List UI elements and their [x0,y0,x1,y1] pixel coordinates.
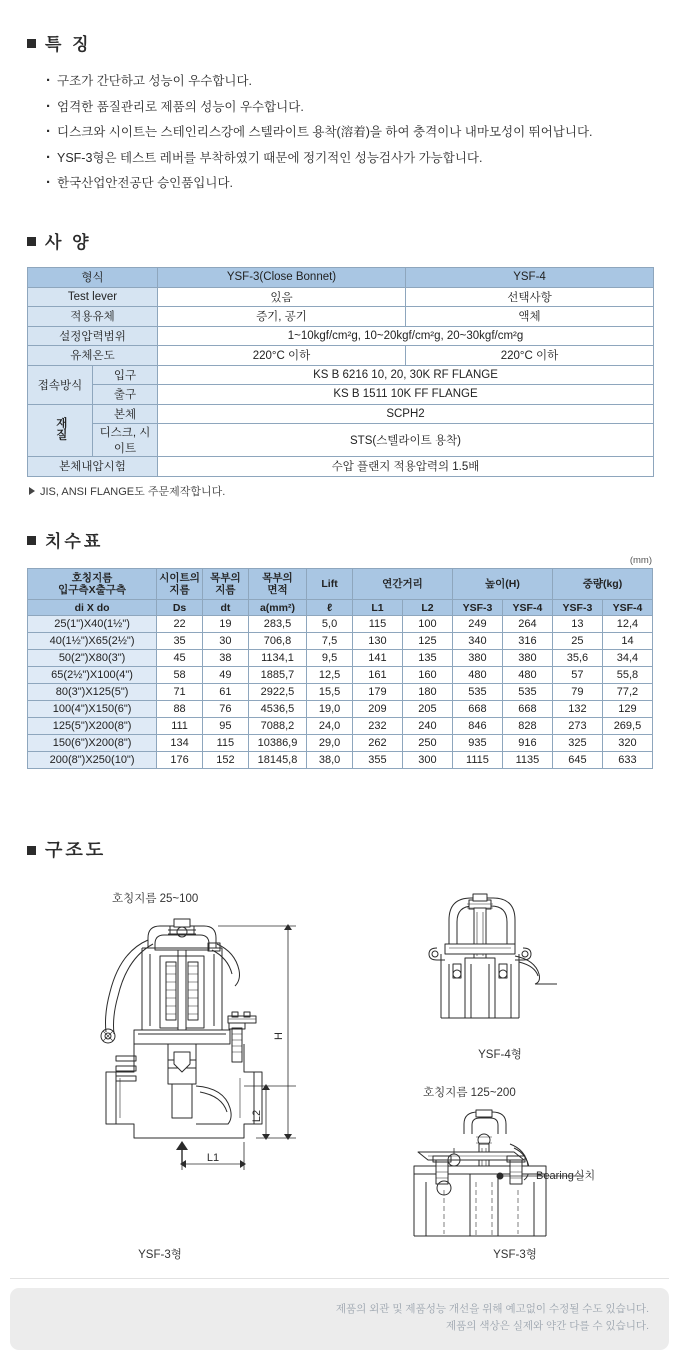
table-row [28,385,654,405]
cell-dt: 76 [202,701,248,718]
table-row [28,650,653,667]
dims-unit-note: (mm) [629,555,652,566]
cell-temp-ysf4: 220°C 이하 [406,346,654,366]
table-row [28,287,654,307]
cell-ds: 88 [157,701,203,718]
cell-h-ysf3: 340 [452,633,502,650]
cell-nominal: 65(2½")X100(4") [28,667,157,684]
cell-lift: 9,5 [307,650,353,667]
cell-l2: 135 [402,650,452,667]
dims-sub-w-ysf4: YSF-4 [602,600,652,616]
cell-ds: 71 [157,684,203,701]
specification-section [0,228,679,499]
table-row [28,667,653,684]
right-bottom-title: 호칭지름 125~200 [423,1087,516,1099]
cell-h-ysf4: 380 [502,650,552,667]
dims-sub-w-ysf3: YSF-3 [552,600,602,616]
cell-l2: 180 [402,684,452,701]
cell-h-ysf4: 1135 [502,752,552,769]
row-label-pressure-test: 본체내압시험 [28,457,158,477]
ysf4-drawing [405,892,595,1042]
cell-l1: 232 [352,718,402,735]
spec-footnote-text: JIS, ANSI FLANGE도 주문제작합니다. [40,485,226,498]
table-row [28,307,654,327]
dims-col-lift: Lift [307,569,353,600]
cell-w-ysf4: 633 [602,752,652,769]
cell-ds: 176 [157,752,203,769]
cell-w-ysf3: 13 [552,616,602,633]
row-label-outlet: 출구 [93,385,158,405]
cell-body-material: SCPH2 [158,404,654,424]
row-label-inlet: 입구 [93,365,158,385]
dimensions-section [0,527,679,769]
cell-w-ysf3: 273 [552,718,602,735]
square-bullet-icon [27,39,36,48]
cell-ds: 58 [157,667,203,684]
cell-lift: 7,5 [307,633,353,650]
dims-col-seat-line2: 지름 [169,584,190,596]
cell-w-ysf4: 320 [602,735,652,752]
dims-sub-h-ysf4: YSF-4 [502,600,552,616]
list-item: · 디스크와 시이트는 스테인리스강에 스텔라이트 용착(溶着)을 하여 충격이나 내마모성이 뛰어납니다. [46,122,679,143]
table-row [28,616,653,633]
structure-heading-text: 구조도 [45,840,107,860]
dims-col-face-to-face: 연간거리 [352,569,452,600]
cell-nominal: 125(5")X200(8") [28,718,157,735]
cell-lift: 19,0 [307,701,353,718]
dims-sub-l1: L1 [352,600,402,616]
triangle-bullet-icon [29,487,35,495]
table-row [28,633,653,650]
cell-dt: 30 [202,633,248,650]
spec-col-ysf4: YSF-4 [406,268,654,288]
cell-w-ysf3: 25 [552,633,602,650]
cell-h-ysf3: 935 [452,735,502,752]
footer-divider [10,1278,669,1279]
ysf3-large-drawing [400,1104,630,1244]
cell-l2: 300 [402,752,452,769]
dims-col-throat-d-line1: 목부의 [210,572,241,584]
cell-dt: 49 [202,667,248,684]
dimensions-table [27,568,653,769]
cell-w-ysf4: 77,2 [602,684,652,701]
table-row [28,600,653,616]
cell-w-ysf3: 57 [552,667,602,684]
cell-w-ysf4: 55,8 [602,667,652,684]
cell-ds: 35 [157,633,203,650]
cell-lift: 5,0 [307,616,353,633]
cell-w-ysf3: 79 [552,684,602,701]
cell-temp-ysf3: 220°C 이하 [158,346,406,366]
dimension-label-h: H [273,1032,285,1040]
cell-l1: 209 [352,701,402,718]
cell-ds: 134 [157,735,203,752]
dims-col-seat-dia [157,569,203,600]
cell-nominal: 40(1½")X65(2½") [28,633,157,650]
cell-area: 1134,1 [248,650,306,667]
dims-col-throat-a-line1: 목부의 [262,572,293,584]
material-label-vertical: 재질 [54,417,67,441]
square-bullet-icon [27,536,36,545]
right-bottom-caption: YSF-3형 [493,1249,537,1261]
row-label-disc-seat: 디스크, 시이트 [93,424,158,457]
cell-dt: 95 [202,718,248,735]
row-label-body: 본체 [93,404,158,424]
dims-col-throat-dia [202,569,248,600]
cell-l2: 160 [402,667,452,684]
row-label-connection: 접속방식 [28,365,93,404]
row-label-material [28,404,93,457]
row-label-test-lever: Test lever [28,287,158,307]
cell-l1: 130 [352,633,402,650]
dims-sub-lift: ℓ [307,600,353,616]
cell-l2: 240 [402,718,452,735]
cell-l2: 205 [402,701,452,718]
left-diagram-caption: YSF-3형 [138,1249,182,1261]
features-heading-text: 특 징 [45,35,92,54]
cell-h-ysf4: 535 [502,684,552,701]
table-row [28,457,654,477]
dims-sub-h-ysf3: YSF-3 [452,600,502,616]
cell-w-ysf3: 325 [552,735,602,752]
table-row [28,752,653,769]
features-heading [27,30,679,55]
cell-ds: 45 [157,650,203,667]
cell-h-ysf3: 1115 [452,752,502,769]
cell-nominal: 80(3")X125(5") [28,684,157,701]
cell-test-lever-ysf4: 선택사항 [406,287,654,307]
cell-dt: 152 [202,752,248,769]
cell-w-ysf4: 269,5 [602,718,652,735]
cell-lift: 29,0 [307,735,353,752]
cell-disc-material: STS(스텔라이트 용착) [158,424,654,457]
ysf3-section-drawing [60,910,360,1230]
footer-line-1: 제품의 외관 및 제품성능 개선을 위해 예고없이 수정될 수도 있습니다. [335,1303,649,1315]
dims-heading [27,527,679,552]
footer-disclaimer [336,1301,649,1335]
cell-area: 10386,9 [248,735,306,752]
cell-dt: 19 [202,616,248,633]
cell-area: 4536,5 [248,701,306,718]
cell-nominal: 25(1")X40(1½") [28,616,157,633]
cell-dt: 115 [202,735,248,752]
cell-h-ysf4: 480 [502,667,552,684]
table-row [28,718,653,735]
cell-area: 18145,8 [248,752,306,769]
square-bullet-icon [27,846,36,855]
cell-h-ysf3: 480 [452,667,502,684]
cell-l1: 161 [352,667,402,684]
spec-footnote [29,483,679,499]
spec-heading [27,228,679,253]
table-row [28,424,654,457]
cell-fluid-ysf3: 증기, 공기 [158,307,406,327]
row-label-fluid: 적용유체 [28,307,158,327]
cell-h-ysf3: 380 [452,650,502,667]
cell-area: 1885,7 [248,667,306,684]
list-item: · 구조가 간단하고 성능이 우수합니다. [46,71,679,92]
dims-col-nominal [28,569,157,600]
dims-sub-di-do: di X do [28,600,157,616]
dims-col-throat-area [248,569,306,600]
row-label-temperature: 유체온도 [28,346,158,366]
dims-col-nominal-line2: 입구측X출구측 [58,584,127,596]
dimension-label-l2: L2 [251,1109,263,1123]
cell-h-ysf3: 846 [452,718,502,735]
cell-area: 283,5 [248,616,306,633]
list-item: · YSF-3형은 테스트 레버를 부착하였기 때문에 정기적인 성능검사가 가능합니다. [46,148,679,169]
square-bullet-icon [27,237,36,246]
table-row [28,346,654,366]
table-row [28,701,653,718]
table-row [28,684,653,701]
cell-area: 7088,2 [248,718,306,735]
cell-lift: 12,5 [307,667,353,684]
cell-pressure-range: 1~10kgf/cm²g, 10~20kgf/cm²g, 20~30kgf/cm²g [158,326,654,346]
cell-l2: 100 [402,616,452,633]
cell-h-ysf4: 828 [502,718,552,735]
cell-area: 2922,5 [248,684,306,701]
cell-w-ysf3: 645 [552,752,602,769]
table-row [28,268,654,288]
dims-col-throat-d-line2: 지름 [215,584,236,596]
row-label-pressure: 설정압력범위 [28,326,158,346]
cell-ds: 22 [157,616,203,633]
footer-line-2: 제품의 색상은 실제와 약간 다를 수 있습니다. [446,1320,649,1332]
spec-heading-text: 사 양 [45,233,92,252]
specification-table [27,267,654,477]
dimension-label-l1: L1 [206,1152,220,1164]
cell-l1: 262 [352,735,402,752]
cell-inlet-flange: KS B 6216 10, 20, 30K RF FLANGE [158,365,654,385]
dims-col-height: 높이(H) [452,569,552,600]
cell-w-ysf4: 12,4 [602,616,652,633]
cell-nominal: 50(2")X80(3") [28,650,157,667]
cell-lift: 15,5 [307,684,353,701]
cell-nominal: 150(6")X200(8") [28,735,157,752]
dims-col-weight: 중량(kg) [552,569,652,600]
table-row [28,404,654,424]
cell-area: 706,8 [248,633,306,650]
dims-heading-text: 치수표 [45,532,104,551]
cell-lift: 38,0 [307,752,353,769]
list-item: · 한국산업안전공단 승인품입니다. [46,173,679,194]
dims-sub-area: a(mm²) [248,600,306,616]
cell-lift: 24,0 [307,718,353,735]
features-list [46,71,679,194]
list-item: · 엄격한 품질관리로 제품의 성능이 우수합니다. [46,97,679,118]
dims-sub-l2: L2 [402,600,452,616]
ysf4-caption: YSF-4형 [478,1049,522,1061]
cell-h-ysf3: 249 [452,616,502,633]
dims-sub-ds: Ds [157,600,203,616]
cell-h-ysf4: 668 [502,701,552,718]
dims-col-throat-a-line2: 면적 [267,584,288,596]
structure-heading [27,836,679,862]
dims-sub-dt: dt [202,600,248,616]
cell-outlet-flange: KS B 1511 10K FF FLANGE [158,385,654,405]
cell-l1: 179 [352,684,402,701]
cell-l1: 355 [352,752,402,769]
cell-dt: 61 [202,684,248,701]
features-section [0,30,679,199]
cell-l1: 115 [352,616,402,633]
cell-nominal: 100(4")X150(6") [28,701,157,718]
cell-l2: 125 [402,633,452,650]
cell-nominal: 200(8")X250(10") [28,752,157,769]
cell-fluid-ysf4: 액체 [406,307,654,327]
cell-w-ysf4: 129 [602,701,652,718]
table-row [28,735,653,752]
cell-h-ysf3: 668 [452,701,502,718]
spec-col-type: 형식 [28,268,158,288]
cell-h-ysf4: 916 [502,735,552,752]
table-row [28,569,653,600]
cell-h-ysf4: 316 [502,633,552,650]
spec-col-ysf3: YSF-3(Close Bonnet) [158,268,406,288]
footer-panel [10,1288,669,1350]
cell-w-ysf3: 132 [552,701,602,718]
cell-w-ysf3: 35,6 [552,650,602,667]
cell-w-ysf4: 14 [602,633,652,650]
structure-section [0,836,679,1268]
cell-w-ysf4: 34,4 [602,650,652,667]
cell-ds: 111 [157,718,203,735]
left-diagram-title: 호칭지름 25~100 [112,893,199,905]
dims-col-nominal-line1: 호칭지름 [71,572,113,584]
cell-pressure-test: 수압 플랜지 적용압력의 1.5배 [158,457,654,477]
table-row [28,365,654,385]
cell-l1: 141 [352,650,402,667]
diagram-area [0,868,679,1268]
cell-h-ysf4: 264 [502,616,552,633]
dims-col-seat-line1: 시이트의 [159,572,200,584]
bearing-label: Bearing실치 [536,1170,596,1182]
cell-dt: 38 [202,650,248,667]
cell-l2: 250 [402,735,452,752]
cell-test-lever-ysf3: 있음 [158,287,406,307]
table-row [28,326,654,346]
cell-h-ysf3: 535 [452,684,502,701]
